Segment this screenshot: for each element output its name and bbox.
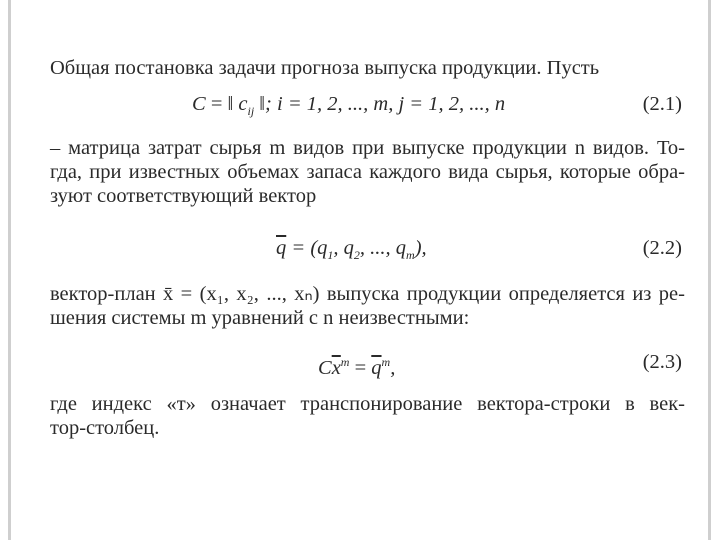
paragraph-line: вектор-план x̄ = (x₁, x₂, ..., xₙ) выпуска продукции определяется из ре-: [50, 283, 685, 305]
eq2-q: $\overline{q}$: [276, 237, 287, 259]
eq3-end: ,: [390, 356, 396, 379]
paragraph-line: где индекс «т» означает транспонирование вектора-строки в век-: [50, 393, 685, 415]
eq3-eq: =: [349, 356, 372, 379]
eq2-c1: , q: [333, 237, 354, 259]
intro-line: Общая постановка задачи прогноза выпуска продукции. Пусть: [50, 57, 600, 79]
paragraph-line: зуют соответствующий вектор: [50, 185, 317, 207]
paragraph-line: шения системы m уравнений с n неизвестными:: [50, 307, 470, 329]
eq2-rest: = (q: [286, 237, 328, 259]
equation-2-3: [318, 350, 395, 380]
eq1-rest: ‖; i = 1, 2, ..., m, j = 1, 2, ..., n: [254, 93, 506, 115]
eq1-lhs: C: [192, 93, 206, 115]
equation-number-2-2: (2.2): [642, 237, 682, 259]
page-edge-left: [8, 0, 11, 540]
eq3-x: $\overline{x}$: [331, 356, 341, 379]
eq3-q: $\overline{q}$: [371, 356, 382, 379]
equation-number-2-3: (2.3): [642, 351, 682, 373]
equation-number-2-1: (2.1): [642, 93, 682, 115]
paragraph-line: гда, при известных объемах запаса каждого вида сырья, которые обра-: [50, 161, 685, 183]
equation-2-2: [276, 236, 427, 267]
page-edge-right: [708, 0, 711, 540]
eq2-sm: m: [406, 248, 415, 263]
eq2-s1: 1: [327, 248, 334, 263]
eq2-end: ),: [414, 237, 427, 259]
eq3-c: C: [318, 356, 332, 379]
eq2-c2: , ..., q: [359, 237, 407, 259]
eq2-s2: 2: [353, 248, 360, 263]
eq1-c: c: [238, 93, 248, 115]
eq3-t1: т: [340, 355, 350, 369]
paragraph-line: – матрица затрат сырья m видов при выпуске продукции n видов. То-: [50, 137, 685, 159]
eq1-op: = ‖: [205, 93, 239, 115]
eq1-sub: ij: [247, 104, 255, 119]
eq3-t2: т: [381, 355, 391, 369]
paragraph-line: тор-столбец.: [50, 417, 160, 439]
equation-2-1: [192, 92, 505, 123]
